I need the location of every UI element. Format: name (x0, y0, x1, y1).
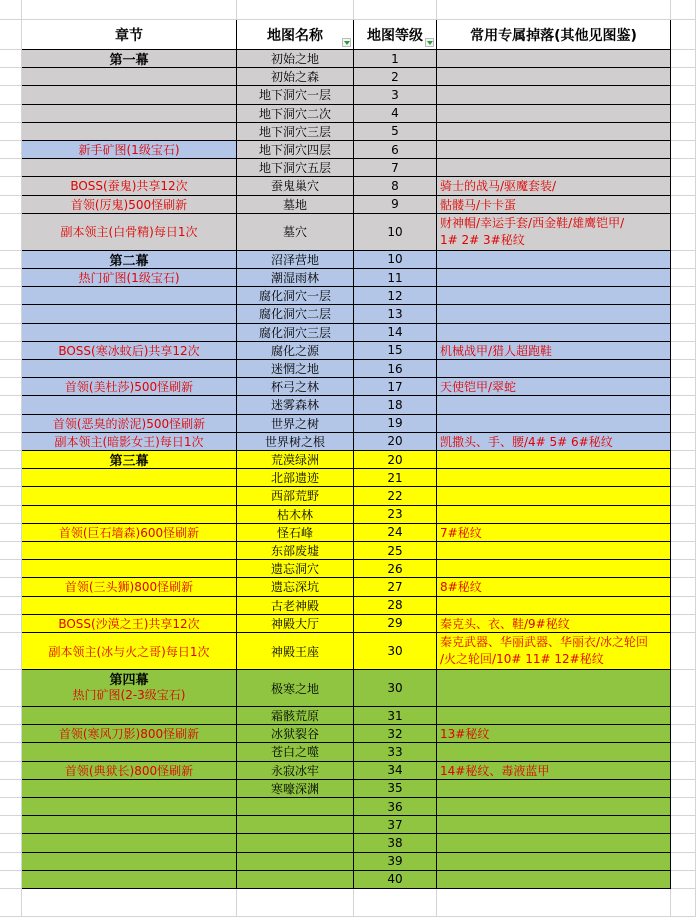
map-level-cell[interactable]: 7 (354, 159, 437, 177)
chapter-cell[interactable] (22, 743, 237, 761)
drops-cell[interactable]: 天使铠甲/翠蛇 (437, 378, 671, 396)
map-name-cell[interactable]: 极寒之地 (237, 670, 354, 707)
header-map-name[interactable]: 地图名称 (237, 20, 354, 50)
row-gutter[interactable] (0, 798, 22, 816)
drops-cell[interactable] (437, 487, 671, 505)
drops-cell[interactable] (437, 269, 671, 287)
map-level-cell[interactable]: 2 (354, 68, 437, 86)
chapter-cell[interactable]: BOSS(蚕鬼)共享12次 (22, 177, 237, 195)
map-level-cell[interactable]: 11 (354, 269, 437, 287)
empty-cell[interactable] (671, 615, 696, 633)
row-gutter[interactable] (0, 834, 22, 852)
chapter-cell[interactable] (22, 506, 237, 524)
empty-cell[interactable] (671, 889, 696, 917)
map-name-cell[interactable]: 墓地 (237, 196, 354, 214)
chapter-cell[interactable] (22, 670, 237, 707)
empty-cell[interactable] (671, 578, 696, 596)
map-name-cell[interactable]: 迷雾森林 (237, 396, 354, 414)
row-gutter[interactable] (0, 123, 22, 141)
row-gutter[interactable] (0, 105, 22, 123)
empty-cell[interactable] (671, 20, 696, 50)
map-name-cell[interactable]: 潮湿雨林 (237, 269, 354, 287)
empty-cell[interactable] (354, 0, 437, 20)
filter-dropdown-icon[interactable] (342, 38, 351, 47)
map-name-cell[interactable]: 初始之地 (237, 50, 354, 68)
row-gutter[interactable] (0, 251, 22, 269)
row-gutter[interactable] (0, 670, 22, 707)
chapter-cell[interactable]: 副本领主(冰与火之哥)每日1次 (22, 633, 237, 670)
row-gutter[interactable] (0, 597, 22, 615)
map-name-cell[interactable]: 腐化洞穴一层 (237, 287, 354, 305)
header-drops[interactable]: 常用专属掉落(其他见图鉴) (437, 20, 671, 50)
map-name-cell[interactable] (237, 816, 354, 834)
map-level-cell[interactable]: 17 (354, 378, 437, 396)
row-gutter[interactable] (0, 214, 22, 251)
chapter-cell[interactable] (22, 560, 237, 578)
drops-cell[interactable] (437, 816, 671, 834)
empty-cell[interactable] (671, 305, 696, 323)
chapter-cell[interactable] (22, 469, 237, 487)
chapter-cell[interactable] (22, 360, 237, 378)
map-level-cell[interactable]: 6 (354, 141, 437, 159)
empty-cell[interactable] (671, 214, 696, 251)
empty-cell[interactable] (671, 853, 696, 871)
map-name-cell[interactable]: 北部遗迹 (237, 469, 354, 487)
row-gutter[interactable] (0, 141, 22, 159)
row-gutter[interactable] (0, 542, 22, 560)
chapter-cell[interactable]: 首领(恶臭的淤泥)500怪刷新 (22, 415, 237, 433)
map-name-cell[interactable]: 世界之树 (237, 415, 354, 433)
row-gutter[interactable] (0, 707, 22, 725)
chapter-cell[interactable]: BOSS(寒冰蚊后)共享12次 (22, 342, 237, 360)
row-gutter[interactable] (0, 725, 22, 743)
row-gutter[interactable] (0, 780, 22, 798)
row-gutter[interactable] (0, 762, 22, 780)
chapter-cell[interactable] (22, 324, 237, 342)
row-gutter[interactable] (0, 159, 22, 177)
empty-cell[interactable] (671, 487, 696, 505)
map-name-cell[interactable]: 古老神殿 (237, 597, 354, 615)
row-gutter[interactable] (0, 86, 22, 104)
header-map-level[interactable]: 地图等级 (354, 20, 437, 50)
drops-cell[interactable] (437, 743, 671, 761)
map-level-cell[interactable]: 16 (354, 360, 437, 378)
map-name-cell[interactable]: 世界树之根 (237, 433, 354, 451)
map-level-cell[interactable]: 13 (354, 305, 437, 323)
empty-cell[interactable] (671, 0, 696, 20)
map-name-cell[interactable]: 遗忘深坑 (237, 578, 354, 596)
map-level-cell[interactable]: 29 (354, 615, 437, 633)
drops-cell[interactable] (437, 287, 671, 305)
chapter-cell[interactable] (22, 305, 237, 323)
empty-cell[interactable] (671, 725, 696, 743)
map-name-cell[interactable]: 寒嚎深渊 (237, 780, 354, 798)
chapter-cell[interactable]: 首领(三头狮)800怪刷新 (22, 578, 237, 596)
map-name-cell[interactable]: 腐化洞穴三层 (237, 324, 354, 342)
map-level-cell[interactable]: 37 (354, 816, 437, 834)
empty-cell[interactable] (671, 670, 696, 707)
row-gutter[interactable] (0, 287, 22, 305)
drops-cell[interactable] (437, 50, 671, 68)
drops-cell[interactable]: 机械战甲/猎人超跑鞋 (437, 342, 671, 360)
map-name-cell[interactable]: 遗忘洞穴 (237, 560, 354, 578)
drops-cell[interactable] (437, 597, 671, 615)
drops-cell[interactable] (437, 105, 671, 123)
drops-cell[interactable] (437, 670, 671, 707)
row-gutter[interactable] (0, 871, 22, 889)
drops-cell[interactable] (437, 780, 671, 798)
map-level-cell[interactable]: 19 (354, 415, 437, 433)
map-name-cell[interactable]: 怪石峰 (237, 524, 354, 542)
map-name-cell[interactable] (237, 798, 354, 816)
drops-cell[interactable] (437, 871, 671, 889)
chapter-cell[interactable]: 热门矿图(1级宝石) (22, 269, 237, 287)
chapter-cell[interactable] (22, 707, 237, 725)
empty-cell[interactable] (671, 834, 696, 852)
filter-dropdown-icon[interactable] (425, 38, 434, 47)
row-gutter[interactable] (0, 50, 22, 68)
empty-cell[interactable] (671, 560, 696, 578)
drops-cell[interactable] (437, 251, 671, 269)
row-gutter[interactable] (0, 743, 22, 761)
map-level-cell[interactable]: 1 (354, 50, 437, 68)
chapter-cell[interactable]: 第二幕 (22, 251, 237, 269)
empty-cell[interactable] (437, 889, 671, 917)
map-name-cell[interactable]: 永寂冰牢 (237, 762, 354, 780)
map-name-cell[interactable]: 腐化洞穴二层 (237, 305, 354, 323)
map-level-cell[interactable]: 30 (354, 670, 437, 707)
chapter-cell[interactable] (22, 834, 237, 852)
empty-cell[interactable] (671, 597, 696, 615)
chapter-cell[interactable]: BOSS(沙漠之王)共享12次 (22, 615, 237, 633)
chapter-cell[interactable] (22, 780, 237, 798)
map-level-cell[interactable]: 39 (354, 853, 437, 871)
chapter-cell[interactable] (22, 105, 237, 123)
empty-cell[interactable] (22, 889, 237, 917)
map-name-cell[interactable] (237, 871, 354, 889)
map-level-cell[interactable]: 12 (354, 287, 437, 305)
map-name-cell[interactable]: 杯弓之林 (237, 378, 354, 396)
empty-cell[interactable] (671, 780, 696, 798)
map-name-cell[interactable]: 神殿王座 (237, 633, 354, 670)
map-name-cell[interactable]: 初始之森 (237, 68, 354, 86)
map-level-cell[interactable]: 20 (354, 451, 437, 469)
empty-cell[interactable] (0, 889, 22, 917)
row-gutter[interactable] (0, 816, 22, 834)
chapter-cell[interactable]: 首领(厉鬼)500怪刷新 (22, 196, 237, 214)
map-level-cell[interactable]: 10 (354, 214, 437, 251)
empty-cell[interactable] (671, 68, 696, 86)
drops-cell[interactable]: 秦克武器、华丽武器、华丽衣/冰之轮回 /火之轮回/10# 11# 12#秘纹 (437, 633, 671, 670)
empty-cell[interactable] (671, 342, 696, 360)
chapter-cell[interactable]: 首领(寒风刀影)800怪刷新 (22, 725, 237, 743)
map-name-cell[interactable]: 枯木林 (237, 506, 354, 524)
drops-cell[interactable] (437, 834, 671, 852)
chapter-cell[interactable]: 副本领主(白骨精)每日1次 (22, 214, 237, 251)
map-name-cell[interactable] (237, 853, 354, 871)
map-level-cell[interactable]: 23 (354, 506, 437, 524)
empty-cell[interactable] (671, 196, 696, 214)
empty-cell[interactable] (671, 469, 696, 487)
empty-cell[interactable] (671, 762, 696, 780)
empty-cell[interactable] (671, 798, 696, 816)
row-gutter[interactable] (0, 524, 22, 542)
drops-cell[interactable] (437, 560, 671, 578)
chapter-cell[interactable] (22, 871, 237, 889)
chapter-cell[interactable] (22, 86, 237, 104)
chapter-cell[interactable]: 第三幕 (22, 451, 237, 469)
map-level-cell[interactable]: 28 (354, 597, 437, 615)
empty-cell[interactable] (671, 506, 696, 524)
drops-cell[interactable] (437, 707, 671, 725)
empty-cell[interactable] (237, 0, 354, 20)
drops-cell[interactable]: 凯撒头、手、腰/4# 5# 6#秘纹 (437, 433, 671, 451)
row-gutter[interactable] (0, 342, 22, 360)
map-level-cell[interactable]: 38 (354, 834, 437, 852)
map-name-cell[interactable]: 蚕鬼巢穴 (237, 177, 354, 195)
map-name-cell[interactable]: 地下洞穴三层 (237, 123, 354, 141)
drops-cell[interactable] (437, 798, 671, 816)
map-level-cell[interactable]: 3 (354, 86, 437, 104)
chapter-cell[interactable] (22, 159, 237, 177)
map-level-cell[interactable]: 10 (354, 251, 437, 269)
drops-cell[interactable]: 骑士的战马/驱魔套装/ (437, 177, 671, 195)
map-name-cell[interactable]: 地下洞穴五层 (237, 159, 354, 177)
empty-cell[interactable] (0, 0, 22, 20)
chapter-cell[interactable]: 首领(典狱长)800怪刷新 (22, 762, 237, 780)
drops-cell[interactable] (437, 68, 671, 86)
chapter-cell[interactable]: 副本领主(暗影女王)每日1次 (22, 433, 237, 451)
drops-cell[interactable] (437, 415, 671, 433)
map-level-cell[interactable]: 31 (354, 707, 437, 725)
empty-cell[interactable] (671, 123, 696, 141)
map-name-cell[interactable] (237, 834, 354, 852)
map-level-cell[interactable]: 5 (354, 123, 437, 141)
chapter-cell[interactable] (22, 798, 237, 816)
map-level-cell[interactable]: 25 (354, 542, 437, 560)
map-level-cell[interactable]: 35 (354, 780, 437, 798)
drops-cell[interactable] (437, 360, 671, 378)
empty-cell[interactable] (671, 816, 696, 834)
empty-cell[interactable] (437, 0, 671, 20)
empty-cell[interactable] (671, 177, 696, 195)
empty-cell[interactable] (671, 415, 696, 433)
drops-cell[interactable] (437, 396, 671, 414)
row-gutter[interactable] (0, 853, 22, 871)
drops-cell[interactable] (437, 159, 671, 177)
map-level-cell[interactable]: 8 (354, 177, 437, 195)
map-name-cell[interactable]: 神殿大厅 (237, 615, 354, 633)
empty-cell[interactable] (0, 20, 22, 50)
drops-cell[interactable]: 8#秘纹 (437, 578, 671, 596)
chapter-cell[interactable] (22, 597, 237, 615)
empty-cell[interactable] (671, 324, 696, 342)
empty-cell[interactable] (671, 433, 696, 451)
map-name-cell[interactable]: 东部废墟 (237, 542, 354, 560)
chapter-cell[interactable] (22, 123, 237, 141)
map-name-cell[interactable]: 冰狱裂谷 (237, 725, 354, 743)
drops-cell[interactable]: 7#秘纹 (437, 524, 671, 542)
chapter-cell[interactable]: 首领(美杜莎)500怪刷新 (22, 378, 237, 396)
chapter-title: 第四幕 (109, 673, 149, 688)
map-name-cell[interactable]: 地下洞穴二次 (237, 105, 354, 123)
drops-cell[interactable] (437, 469, 671, 487)
chapter-cell[interactable] (22, 68, 237, 86)
map-level-cell[interactable]: 34 (354, 762, 437, 780)
empty-cell[interactable] (671, 871, 696, 889)
row-gutter[interactable] (0, 396, 22, 414)
chapter-cell[interactable]: 首领(巨石墙森)600怪刷新 (22, 524, 237, 542)
map-level-cell[interactable]: 9 (354, 196, 437, 214)
map-level-cell[interactable]: 32 (354, 725, 437, 743)
drops-cell[interactable]: 13#秘纹 (437, 725, 671, 743)
row-gutter[interactable] (0, 615, 22, 633)
empty-cell[interactable] (671, 251, 696, 269)
map-level-cell[interactable]: 24 (354, 524, 437, 542)
empty-cell[interactable] (671, 159, 696, 177)
chapter-cell[interactable] (22, 287, 237, 305)
row-gutter[interactable] (0, 324, 22, 342)
map-name-cell[interactable]: 西部荒野 (237, 487, 354, 505)
empty-cell[interactable] (671, 141, 696, 159)
empty-cell[interactable] (671, 542, 696, 560)
map-name-cell[interactable]: 霜骸荒原 (237, 707, 354, 725)
row-gutter[interactable] (0, 378, 22, 396)
chapter-note: 热门矿图(2-3级宝石) (72, 688, 186, 702)
drops-cell[interactable] (437, 542, 671, 560)
map-level-cell[interactable]: 4 (354, 105, 437, 123)
row-gutter[interactable] (0, 578, 22, 596)
chapter-cell[interactable] (22, 816, 237, 834)
map-level-cell[interactable]: 30 (354, 633, 437, 670)
chapter-cell[interactable]: 新手矿图(1级宝石) (22, 141, 237, 159)
row-gutter[interactable] (0, 633, 22, 670)
map-level-cell[interactable]: 33 (354, 743, 437, 761)
drops-cell[interactable]: 财神帽/幸运手套/西金鞋/雄鹰铠甲/ 1# 2# 3#秘纹 (437, 214, 671, 251)
row-gutter[interactable] (0, 433, 22, 451)
chapter-cell[interactable] (22, 853, 237, 871)
empty-cell[interactable] (671, 360, 696, 378)
map-level-cell[interactable]: 14 (354, 324, 437, 342)
drops-cell[interactable] (437, 506, 671, 524)
map-level-cell[interactable]: 22 (354, 487, 437, 505)
empty-cell[interactable] (237, 889, 354, 917)
map-level-cell[interactable]: 26 (354, 560, 437, 578)
chapter-cell[interactable] (22, 487, 237, 505)
row-gutter[interactable] (0, 269, 22, 287)
empty-cell[interactable] (671, 50, 696, 68)
row-gutter[interactable] (0, 451, 22, 469)
empty-cell[interactable] (671, 396, 696, 414)
map-level-cell[interactable]: 40 (354, 871, 437, 889)
empty-cell[interactable] (671, 451, 696, 469)
map-level-cell[interactable]: 36 (354, 798, 437, 816)
drops-cell[interactable]: 骷髅马/卡卡蛋 (437, 196, 671, 214)
row-gutter[interactable] (0, 177, 22, 195)
map-name-cell[interactable]: 荒漠绿洲 (237, 451, 354, 469)
map-level-cell[interactable]: 18 (354, 396, 437, 414)
empty-cell[interactable] (671, 524, 696, 542)
chapter-cell[interactable]: 第一幕 (22, 50, 237, 68)
map-name-cell[interactable]: 沼泽营地 (237, 251, 354, 269)
empty-cell[interactable] (671, 743, 696, 761)
empty-cell[interactable] (671, 86, 696, 104)
map-level-cell[interactable]: 21 (354, 469, 437, 487)
map-level-cell[interactable]: 15 (354, 342, 437, 360)
empty-cell[interactable] (671, 269, 696, 287)
drops-cell[interactable] (437, 141, 671, 159)
row-gutter[interactable] (0, 560, 22, 578)
map-name-cell[interactable]: 迷惘之地 (237, 360, 354, 378)
row-gutter[interactable] (0, 196, 22, 214)
row-gutter[interactable] (0, 68, 22, 86)
drops-cell[interactable]: 秦克头、衣、鞋/9#秘纹 (437, 615, 671, 633)
row-gutter[interactable] (0, 415, 22, 433)
map-name-cell[interactable]: 墓穴 (237, 214, 354, 251)
map-name-cell[interactable]: 地下洞穴四层 (237, 141, 354, 159)
map-name-cell[interactable]: 地下洞穴一层 (237, 86, 354, 104)
map-name-cell[interactable]: 苍白之噬 (237, 743, 354, 761)
drops-cell[interactable] (437, 451, 671, 469)
map-name-cell[interactable]: 腐化之源 (237, 342, 354, 360)
drops-cell[interactable] (437, 853, 671, 871)
chapter-cell[interactable] (22, 396, 237, 414)
empty-cell[interactable] (354, 889, 437, 917)
empty-cell[interactable] (671, 633, 696, 670)
row-gutter[interactable] (0, 487, 22, 505)
empty-cell[interactable] (671, 105, 696, 123)
row-gutter[interactable] (0, 469, 22, 487)
drops-cell[interactable] (437, 86, 671, 104)
drops-cell[interactable] (437, 324, 671, 342)
drops-cell[interactable] (437, 305, 671, 323)
map-level-cell[interactable]: 27 (354, 578, 437, 596)
empty-cell[interactable] (671, 707, 696, 725)
row-gutter[interactable] (0, 305, 22, 323)
header-chapter[interactable]: 章节 (22, 20, 237, 50)
map-level-cell[interactable]: 20 (354, 433, 437, 451)
drops-cell[interactable] (437, 123, 671, 141)
empty-cell[interactable] (22, 0, 237, 20)
chapter-cell[interactable] (22, 542, 237, 560)
row-gutter[interactable] (0, 506, 22, 524)
row-gutter[interactable] (0, 360, 22, 378)
empty-cell[interactable] (671, 287, 696, 305)
empty-cell[interactable] (671, 378, 696, 396)
drops-cell[interactable]: 14#秘纹、毒液蓝甲 (437, 762, 671, 780)
